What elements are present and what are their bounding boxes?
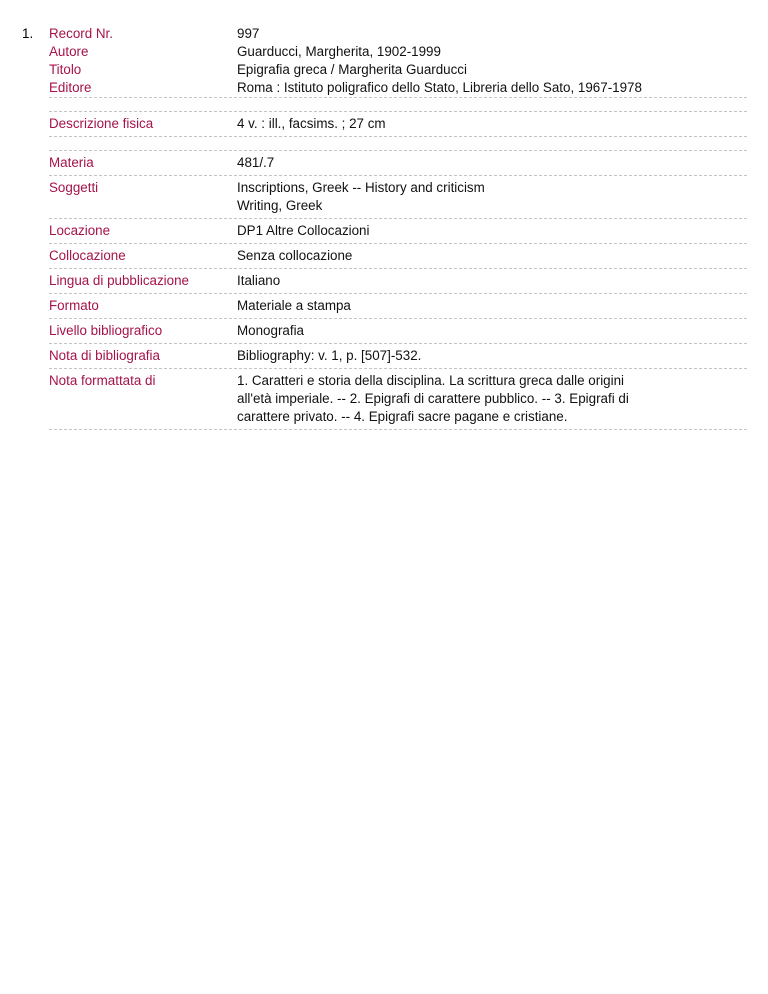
bibliographic-record (49, 25, 747, 430)
field-value (237, 372, 747, 426)
value-line: carattere privato. -- 4. Epigrafi sacre pagane e cristiane. (237, 409, 568, 424)
field-label: Collocazione (49, 248, 126, 263)
value-line: Bibliography: v. 1, p. [507]-532. (237, 348, 422, 363)
field-label: Livello bibliografico (49, 323, 163, 338)
value-line: 997 (237, 26, 260, 41)
value-line: Roma : Istituto poligrafico dello Stato, Libreria dello Sato, 1967-1978 (237, 80, 642, 95)
field-autore (49, 43, 747, 61)
field-livello-bibliografico (49, 319, 747, 344)
field-label: Record Nr. (49, 26, 113, 41)
field-label: Soggetti (49, 180, 99, 195)
field-value (237, 347, 747, 365)
value-line: 4 v. : ill., facsims. ; 27 cm (237, 116, 386, 131)
value-line: DP1 Altre Collocazioni (237, 223, 370, 238)
field-label: Nota formattata di (49, 373, 156, 388)
value-line: Monografia (237, 323, 304, 338)
value-line: 481/.7 (237, 155, 275, 170)
field-titolo (49, 61, 747, 79)
value-line: Senza collocazione (237, 248, 353, 263)
value-line: Italiano (237, 273, 281, 288)
field-locazione (49, 219, 747, 244)
record-index: 1. (22, 26, 34, 41)
field-materia (49, 151, 747, 176)
field-label: Formato (49, 298, 99, 313)
field-value (237, 272, 747, 290)
field-value (237, 297, 747, 315)
field-label: Titolo (49, 62, 82, 77)
field-value (237, 247, 747, 265)
section-divider (49, 98, 747, 112)
field-label: Materia (49, 155, 94, 170)
field-value (237, 25, 747, 43)
value-line: Writing, Greek (237, 198, 323, 213)
field-descrizione-fisica (49, 112, 747, 137)
field-nota-formattata (49, 369, 747, 430)
field-value (237, 222, 747, 240)
field-value (237, 43, 747, 61)
field-label: Lingua di pubblicazione (49, 273, 189, 288)
field-value (237, 179, 747, 215)
field-editore (49, 79, 747, 98)
value-line: Inscriptions, Greek -- History and criticism (237, 180, 485, 195)
field-value (237, 154, 747, 172)
field-label: Locazione (49, 223, 111, 238)
field-record-nr (49, 25, 747, 43)
section-divider (49, 137, 747, 151)
value-line: 1. Caratteri e storia della disciplina. La scrittura greca dalle origini (237, 373, 625, 388)
field-value (237, 61, 747, 79)
field-formato (49, 294, 747, 319)
value-line: all'età imperiale. -- 2. Epigrafi di carattere pubblico. -- 3. Epigrafi di (237, 391, 629, 406)
field-nota-bibliografia (49, 344, 747, 369)
field-soggetti (49, 176, 747, 219)
value-line: Epigrafia greca / Margherita Guarducci (237, 62, 467, 77)
field-value (237, 322, 747, 340)
field-collocazione (49, 244, 747, 269)
value-line: Materiale a stampa (237, 298, 351, 313)
field-label: Autore (49, 44, 89, 59)
field-label: Nota di bibliografia (49, 348, 160, 363)
field-label: Descrizione fisica (49, 116, 154, 131)
field-value (237, 79, 747, 97)
field-label: Editore (49, 80, 92, 95)
field-value (237, 115, 747, 133)
value-line: Guarducci, Margherita, 1902-1999 (237, 44, 441, 59)
field-lingua (49, 269, 747, 294)
